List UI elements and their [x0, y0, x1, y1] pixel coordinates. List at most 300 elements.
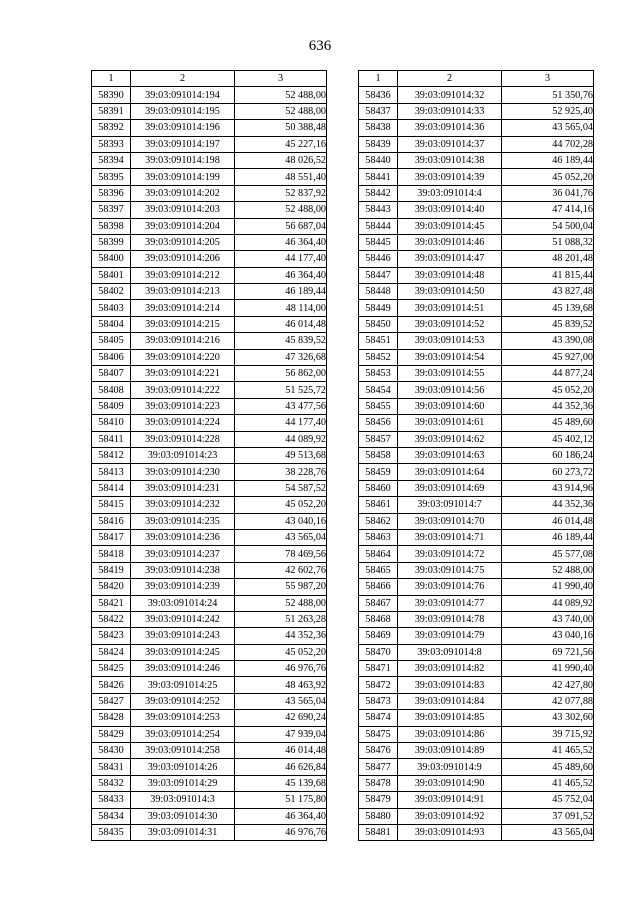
cadastral-number: 39:03:091014:91: [398, 792, 502, 808]
row-number: 58457: [359, 431, 398, 447]
row-number: 58418: [92, 546, 131, 562]
row-number: 58422: [92, 611, 131, 627]
cadastral-value: 46 976,76: [235, 661, 327, 677]
row-number: 58394: [92, 152, 131, 168]
cadastral-value: 45 839,52: [235, 333, 327, 349]
table-row: [92, 169, 327, 185]
row-number: 58407: [92, 366, 131, 382]
cadastral-number: 39:03:091014:82: [398, 661, 502, 677]
cadastral-value: 45 052,20: [235, 644, 327, 660]
column-header-2: 2: [398, 71, 502, 87]
cadastral-value: 60 273,72: [502, 464, 594, 480]
cadastral-value: 41 990,40: [502, 579, 594, 595]
cadastral-number: 39:03:091014:202: [131, 185, 235, 201]
row-number: 58447: [359, 267, 398, 283]
table-row: [92, 513, 327, 529]
cadastral-value: 51 525,72: [235, 382, 327, 398]
cadastral-value: 43 565,04: [235, 529, 327, 545]
left-table-body: [92, 87, 327, 841]
cadastral-number: 39:03:091014:222: [131, 382, 235, 398]
cadastral-value: 45 839,52: [502, 316, 594, 332]
cadastral-number: 39:03:091014:79: [398, 628, 502, 644]
table-row: [359, 792, 594, 808]
table-row: [359, 677, 594, 693]
table-row: [359, 808, 594, 824]
cadastral-value: 44 089,92: [235, 431, 327, 447]
cadastral-number: 39:03:091014:7: [398, 497, 502, 513]
cadastral-number: 39:03:091014:230: [131, 464, 235, 480]
table-row: [359, 595, 594, 611]
right-table: [358, 70, 594, 841]
row-number: 58479: [359, 792, 398, 808]
cadastral-number: 39:03:091014:205: [131, 234, 235, 250]
right-table-body: [359, 87, 594, 841]
row-number: 58467: [359, 595, 398, 611]
cadastral-number: 39:03:091014:60: [398, 398, 502, 414]
row-number: 58446: [359, 251, 398, 267]
cadastral-number: 39:03:091014:85: [398, 710, 502, 726]
table-row: [92, 431, 327, 447]
cadastral-value: 48 551,40: [235, 169, 327, 185]
cadastral-number: 39:03:091014:242: [131, 611, 235, 627]
row-number: 58421: [92, 595, 131, 611]
table-row: [92, 152, 327, 168]
cadastral-number: 39:03:091014:36: [398, 120, 502, 136]
cadastral-value: 47 939,04: [235, 726, 327, 742]
table-row: [92, 743, 327, 759]
cadastral-value: 43 040,16: [502, 628, 594, 644]
row-number: 58413: [92, 464, 131, 480]
cadastral-number: 39:03:091014:53: [398, 333, 502, 349]
cadastral-number: 39:03:091014:46: [398, 234, 502, 250]
row-number: 58409: [92, 398, 131, 414]
cadastral-number: 39:03:091014:37: [398, 136, 502, 152]
table-row: [92, 120, 327, 136]
table-row: [359, 628, 594, 644]
table-row: [359, 562, 594, 578]
row-number: 58420: [92, 579, 131, 595]
column-header-1: 1: [92, 71, 131, 87]
cadastral-number: 39:03:091014:30: [131, 808, 235, 824]
row-number: 58445: [359, 234, 398, 250]
row-number: 58465: [359, 562, 398, 578]
table-row: [359, 743, 594, 759]
cadastral-number: 39:03:091014:69: [398, 480, 502, 496]
cadastral-value: 43 040,16: [235, 513, 327, 529]
row-number: 58450: [359, 316, 398, 332]
table-row: [92, 366, 327, 382]
table-row: [359, 579, 594, 595]
table-row: [359, 218, 594, 234]
table-row: [359, 349, 594, 365]
cadastral-number: 39:03:091014:236: [131, 529, 235, 545]
cadastral-value: 50 388,48: [235, 120, 327, 136]
row-number: 58452: [359, 349, 398, 365]
row-number: 58432: [92, 775, 131, 791]
cadastral-number: 39:03:091014:23: [131, 447, 235, 463]
page-number: 636: [308, 38, 332, 54]
cadastral-value: 43 390,08: [502, 333, 594, 349]
cadastral-number: 39:03:091014:51: [398, 300, 502, 316]
cadastral-value: 48 463,92: [235, 677, 327, 693]
table-row: [92, 628, 327, 644]
cadastral-number: 39:03:091014:213: [131, 284, 235, 300]
cadastral-value: 45 227,16: [235, 136, 327, 152]
cadastral-value: 55 987,20: [235, 579, 327, 595]
row-number: 58444: [359, 218, 398, 234]
cadastral-value: 54 500,04: [502, 218, 594, 234]
cadastral-number: 39:03:091014:38: [398, 152, 502, 168]
row-number: 58451: [359, 333, 398, 349]
cadastral-number: 39:03:091014:90: [398, 775, 502, 791]
row-number: 58481: [359, 824, 398, 840]
cadastral-number: 39:03:091014:199: [131, 169, 235, 185]
cadastral-number: 39:03:091014:220: [131, 349, 235, 365]
cadastral-value: 44 352,36: [502, 497, 594, 513]
cadastral-value: 52 925,40: [502, 103, 594, 119]
row-number: 58461: [359, 497, 398, 513]
cadastral-number: 39:03:091014:243: [131, 628, 235, 644]
cadastral-number: 39:03:091014:258: [131, 743, 235, 759]
table-row: [359, 447, 594, 463]
table-row: [92, 644, 327, 660]
cadastral-number: 39:03:091014:75: [398, 562, 502, 578]
cadastral-number: 39:03:091014:228: [131, 431, 235, 447]
cadastral-value: 43 565,04: [235, 693, 327, 709]
table-row: [92, 792, 327, 808]
cadastral-value: 39 715,92: [502, 726, 594, 742]
table-row: [92, 415, 327, 431]
cadastral-number: 39:03:091014:71: [398, 529, 502, 545]
cadastral-number: 39:03:091014:252: [131, 693, 235, 709]
cadastral-number: 39:03:091014:232: [131, 497, 235, 513]
cadastral-value: 48 026,52: [235, 152, 327, 168]
table-row: [92, 595, 327, 611]
row-number: 58480: [359, 808, 398, 824]
table-row: [359, 152, 594, 168]
row-number: 58453: [359, 366, 398, 382]
cadastral-value: 37 091,52: [502, 808, 594, 824]
table-row: [92, 234, 327, 250]
row-number: 58419: [92, 562, 131, 578]
row-number: 58469: [359, 628, 398, 644]
table-row: [92, 185, 327, 201]
cadastral-number: 39:03:091014:194: [131, 87, 235, 103]
table-row: [359, 611, 594, 627]
table-row: [359, 644, 594, 660]
table-row: [92, 693, 327, 709]
row-number: 58436: [359, 87, 398, 103]
table-row: [359, 824, 594, 840]
cadastral-value: 42 077,88: [502, 693, 594, 709]
row-number: 58476: [359, 743, 398, 759]
table-row: [92, 300, 327, 316]
cadastral-number: 39:03:091014:239: [131, 579, 235, 595]
table-row: [359, 120, 594, 136]
row-number: 58430: [92, 743, 131, 759]
cadastral-value: 42 602,76: [235, 562, 327, 578]
row-number: 58392: [92, 120, 131, 136]
cadastral-number: 39:03:091014:84: [398, 693, 502, 709]
cadastral-value: 43 565,04: [502, 824, 594, 840]
cadastral-number: 39:03:091014:8: [398, 644, 502, 660]
cadastral-number: 39:03:091014:197: [131, 136, 235, 152]
cadastral-number: 39:03:091014:216: [131, 333, 235, 349]
cadastral-number: 39:03:091014:24: [131, 595, 235, 611]
cadastral-number: 39:03:091014:196: [131, 120, 235, 136]
table-row: [92, 726, 327, 742]
row-number: 58399: [92, 234, 131, 250]
row-number: 58468: [359, 611, 398, 627]
row-number: 58458: [359, 447, 398, 463]
cadastral-value: 46 189,44: [502, 152, 594, 168]
table-row: [359, 103, 594, 119]
row-number: 58437: [359, 103, 398, 119]
cadastral-value: 46 976,76: [235, 824, 327, 840]
table-row: [92, 824, 327, 840]
cadastral-value: 36 041,76: [502, 185, 594, 201]
row-number: 58463: [359, 529, 398, 545]
cadastral-value: 51 088,32: [502, 234, 594, 250]
table-row: [359, 759, 594, 775]
cadastral-value: 45 139,68: [235, 775, 327, 791]
cadastral-number: 39:03:091014:50: [398, 284, 502, 300]
cadastral-value: 52 488,00: [502, 562, 594, 578]
cadastral-number: 39:03:091014:26: [131, 759, 235, 775]
cadastral-value: 45 052,20: [502, 382, 594, 398]
cadastral-number: 39:03:091014:212: [131, 267, 235, 283]
row-number: 58478: [359, 775, 398, 791]
row-number: 58391: [92, 103, 131, 119]
table-row: [92, 284, 327, 300]
cadastral-number: 39:03:091014:214: [131, 300, 235, 316]
row-number: 58402: [92, 284, 131, 300]
cadastral-number: 39:03:091014:237: [131, 546, 235, 562]
row-number: 58397: [92, 202, 131, 218]
table-row: [359, 366, 594, 382]
cadastral-number: 39:03:091014:78: [398, 611, 502, 627]
cadastral-value: 41 465,52: [502, 743, 594, 759]
cadastral-number: 39:03:091014:206: [131, 251, 235, 267]
table-row: [92, 382, 327, 398]
cadastral-value: 45 052,20: [235, 497, 327, 513]
table-row: [92, 87, 327, 103]
row-number: 58455: [359, 398, 398, 414]
row-number: 58414: [92, 480, 131, 496]
row-number: 58405: [92, 333, 131, 349]
cadastral-number: 39:03:091014:203: [131, 202, 235, 218]
cadastral-value: 52 488,00: [235, 202, 327, 218]
table-row: [92, 529, 327, 545]
cadastral-number: 39:03:091014:195: [131, 103, 235, 119]
table-row: [92, 579, 327, 595]
cadastral-value: 46 364,40: [235, 808, 327, 824]
row-number: 58416: [92, 513, 131, 529]
cadastral-number: 39:03:091014:31: [131, 824, 235, 840]
cadastral-value: 44 089,92: [502, 595, 594, 611]
table-header-row: [92, 71, 327, 87]
cadastral-number: 39:03:091014:4: [398, 185, 502, 201]
row-number: 58442: [359, 185, 398, 201]
cadastral-number: 39:03:091014:72: [398, 546, 502, 562]
cadastral-number: 39:03:091014:52: [398, 316, 502, 332]
cadastral-value: 46 364,40: [235, 234, 327, 250]
cadastral-number: 39:03:091014:86: [398, 726, 502, 742]
table-row: [92, 316, 327, 332]
cadastral-value: 56 862,00: [235, 366, 327, 382]
row-number: 58440: [359, 152, 398, 168]
row-number: 58454: [359, 382, 398, 398]
cadastral-value: 78 469,56: [235, 546, 327, 562]
table-row: [92, 677, 327, 693]
row-number: 58408: [92, 382, 131, 398]
table-row: [359, 136, 594, 152]
cadastral-number: 39:03:091014:76: [398, 579, 502, 595]
cadastral-value: 52 488,00: [235, 103, 327, 119]
table-row: [359, 333, 594, 349]
cadastral-value: 51 263,28: [235, 611, 327, 627]
cadastral-number: 39:03:091014:231: [131, 480, 235, 496]
table-row: [92, 333, 327, 349]
cadastral-value: 43 827,48: [502, 284, 594, 300]
cadastral-value: 49 513,68: [235, 447, 327, 463]
row-number: 58464: [359, 546, 398, 562]
table-row: [92, 808, 327, 824]
table-row: [359, 382, 594, 398]
row-number: 58396: [92, 185, 131, 201]
cadastral-value: 44 177,40: [235, 251, 327, 267]
row-number: 58426: [92, 677, 131, 693]
cadastral-number: 39:03:091014:254: [131, 726, 235, 742]
column-header-3: 3: [235, 71, 327, 87]
table-row: [92, 562, 327, 578]
row-number: 58473: [359, 693, 398, 709]
row-number: 58400: [92, 251, 131, 267]
table-row: [92, 464, 327, 480]
table-row: [359, 87, 594, 103]
row-number: 58415: [92, 497, 131, 513]
table-row: [92, 759, 327, 775]
row-number: 58410: [92, 415, 131, 431]
cadastral-value: 51 350,76: [502, 87, 594, 103]
cadastral-number: 39:03:091014:223: [131, 398, 235, 414]
row-number: 58466: [359, 579, 398, 595]
cadastral-value: 44 177,40: [235, 415, 327, 431]
cadastral-number: 39:03:091014:39: [398, 169, 502, 185]
left-table: [91, 70, 327, 841]
cadastral-value: 46 189,44: [502, 529, 594, 545]
row-number: 58475: [359, 726, 398, 742]
cadastral-number: 39:03:091014:9: [398, 759, 502, 775]
cadastral-number: 39:03:091014:29: [131, 775, 235, 791]
row-number: 58395: [92, 169, 131, 185]
row-number: 58433: [92, 792, 131, 808]
cadastral-value: 41 815,44: [502, 267, 594, 283]
cadastral-value: 43 565,04: [502, 120, 594, 136]
row-number: 58393: [92, 136, 131, 152]
column-header-1: 1: [359, 71, 398, 87]
cadastral-number: 39:03:091014:25: [131, 677, 235, 693]
row-number: 58439: [359, 136, 398, 152]
cadastral-value: 54 587,52: [235, 480, 327, 496]
cadastral-number: 39:03:091014:3: [131, 792, 235, 808]
cadastral-number: 39:03:091014:54: [398, 349, 502, 365]
table-row: [359, 431, 594, 447]
cadastral-value: 46 014,48: [502, 513, 594, 529]
cadastral-value: 45 577,08: [502, 546, 594, 562]
cadastral-number: 39:03:091014:61: [398, 415, 502, 431]
cadastral-value: 45 402,12: [502, 431, 594, 447]
cadastral-value: 44 352,36: [502, 398, 594, 414]
table-row: [359, 480, 594, 496]
table-row: [359, 251, 594, 267]
cadastral-value: 41 990,40: [502, 661, 594, 677]
row-number: 58411: [92, 431, 131, 447]
table-row: [359, 529, 594, 545]
table-row: [92, 267, 327, 283]
table-row: [92, 775, 327, 791]
cadastral-number: 39:03:091014:64: [398, 464, 502, 480]
row-number: 58412: [92, 447, 131, 463]
table-row: [359, 234, 594, 250]
cadastral-value: 56 687,04: [235, 218, 327, 234]
table-row: [92, 480, 327, 496]
table-header-row: [359, 71, 594, 87]
cadastral-number: 39:03:091014:63: [398, 447, 502, 463]
table-row: [92, 611, 327, 627]
table-row: [359, 710, 594, 726]
cadastral-number: 39:03:091014:235: [131, 513, 235, 529]
cadastral-value: 46 014,48: [235, 743, 327, 759]
cadastral-value: 46 626,84: [235, 759, 327, 775]
cadastral-value: 45 489,60: [502, 759, 594, 775]
table-row: [359, 185, 594, 201]
cadastral-value: 48 201,48: [502, 251, 594, 267]
cadastral-value: 60 186,24: [502, 447, 594, 463]
row-number: 58462: [359, 513, 398, 529]
cadastral-number: 39:03:091014:246: [131, 661, 235, 677]
cadastral-value: 41 465,52: [502, 775, 594, 791]
table-row: [359, 661, 594, 677]
table-row: [92, 398, 327, 414]
row-number: 58434: [92, 808, 131, 824]
cadastral-number: 39:03:091014:48: [398, 267, 502, 283]
table-row: [92, 661, 327, 677]
cadastral-value: 69 721,56: [502, 644, 594, 660]
row-number: 58403: [92, 300, 131, 316]
cadastral-value: 43 740,00: [502, 611, 594, 627]
cadastral-value: 46 364,40: [235, 267, 327, 283]
cadastral-number: 39:03:091014:83: [398, 677, 502, 693]
cadastral-value: 46 189,44: [235, 284, 327, 300]
row-number: 58474: [359, 710, 398, 726]
table-row: [359, 546, 594, 562]
cadastral-number: 39:03:091014:245: [131, 644, 235, 660]
cadastral-number: 39:03:091014:215: [131, 316, 235, 332]
table-row: [359, 284, 594, 300]
table-row: [92, 349, 327, 365]
cadastral-value: 52 837,92: [235, 185, 327, 201]
cadastral-value: 45 139,68: [502, 300, 594, 316]
cadastral-value: 45 752,04: [502, 792, 594, 808]
table-row: [359, 513, 594, 529]
cadastral-number: 39:03:091014:92: [398, 808, 502, 824]
cadastral-value: 44 352,36: [235, 628, 327, 644]
cadastral-value: 38 228,76: [235, 464, 327, 480]
cadastral-number: 39:03:091014:77: [398, 595, 502, 611]
row-number: 58441: [359, 169, 398, 185]
table-row: [359, 497, 594, 513]
